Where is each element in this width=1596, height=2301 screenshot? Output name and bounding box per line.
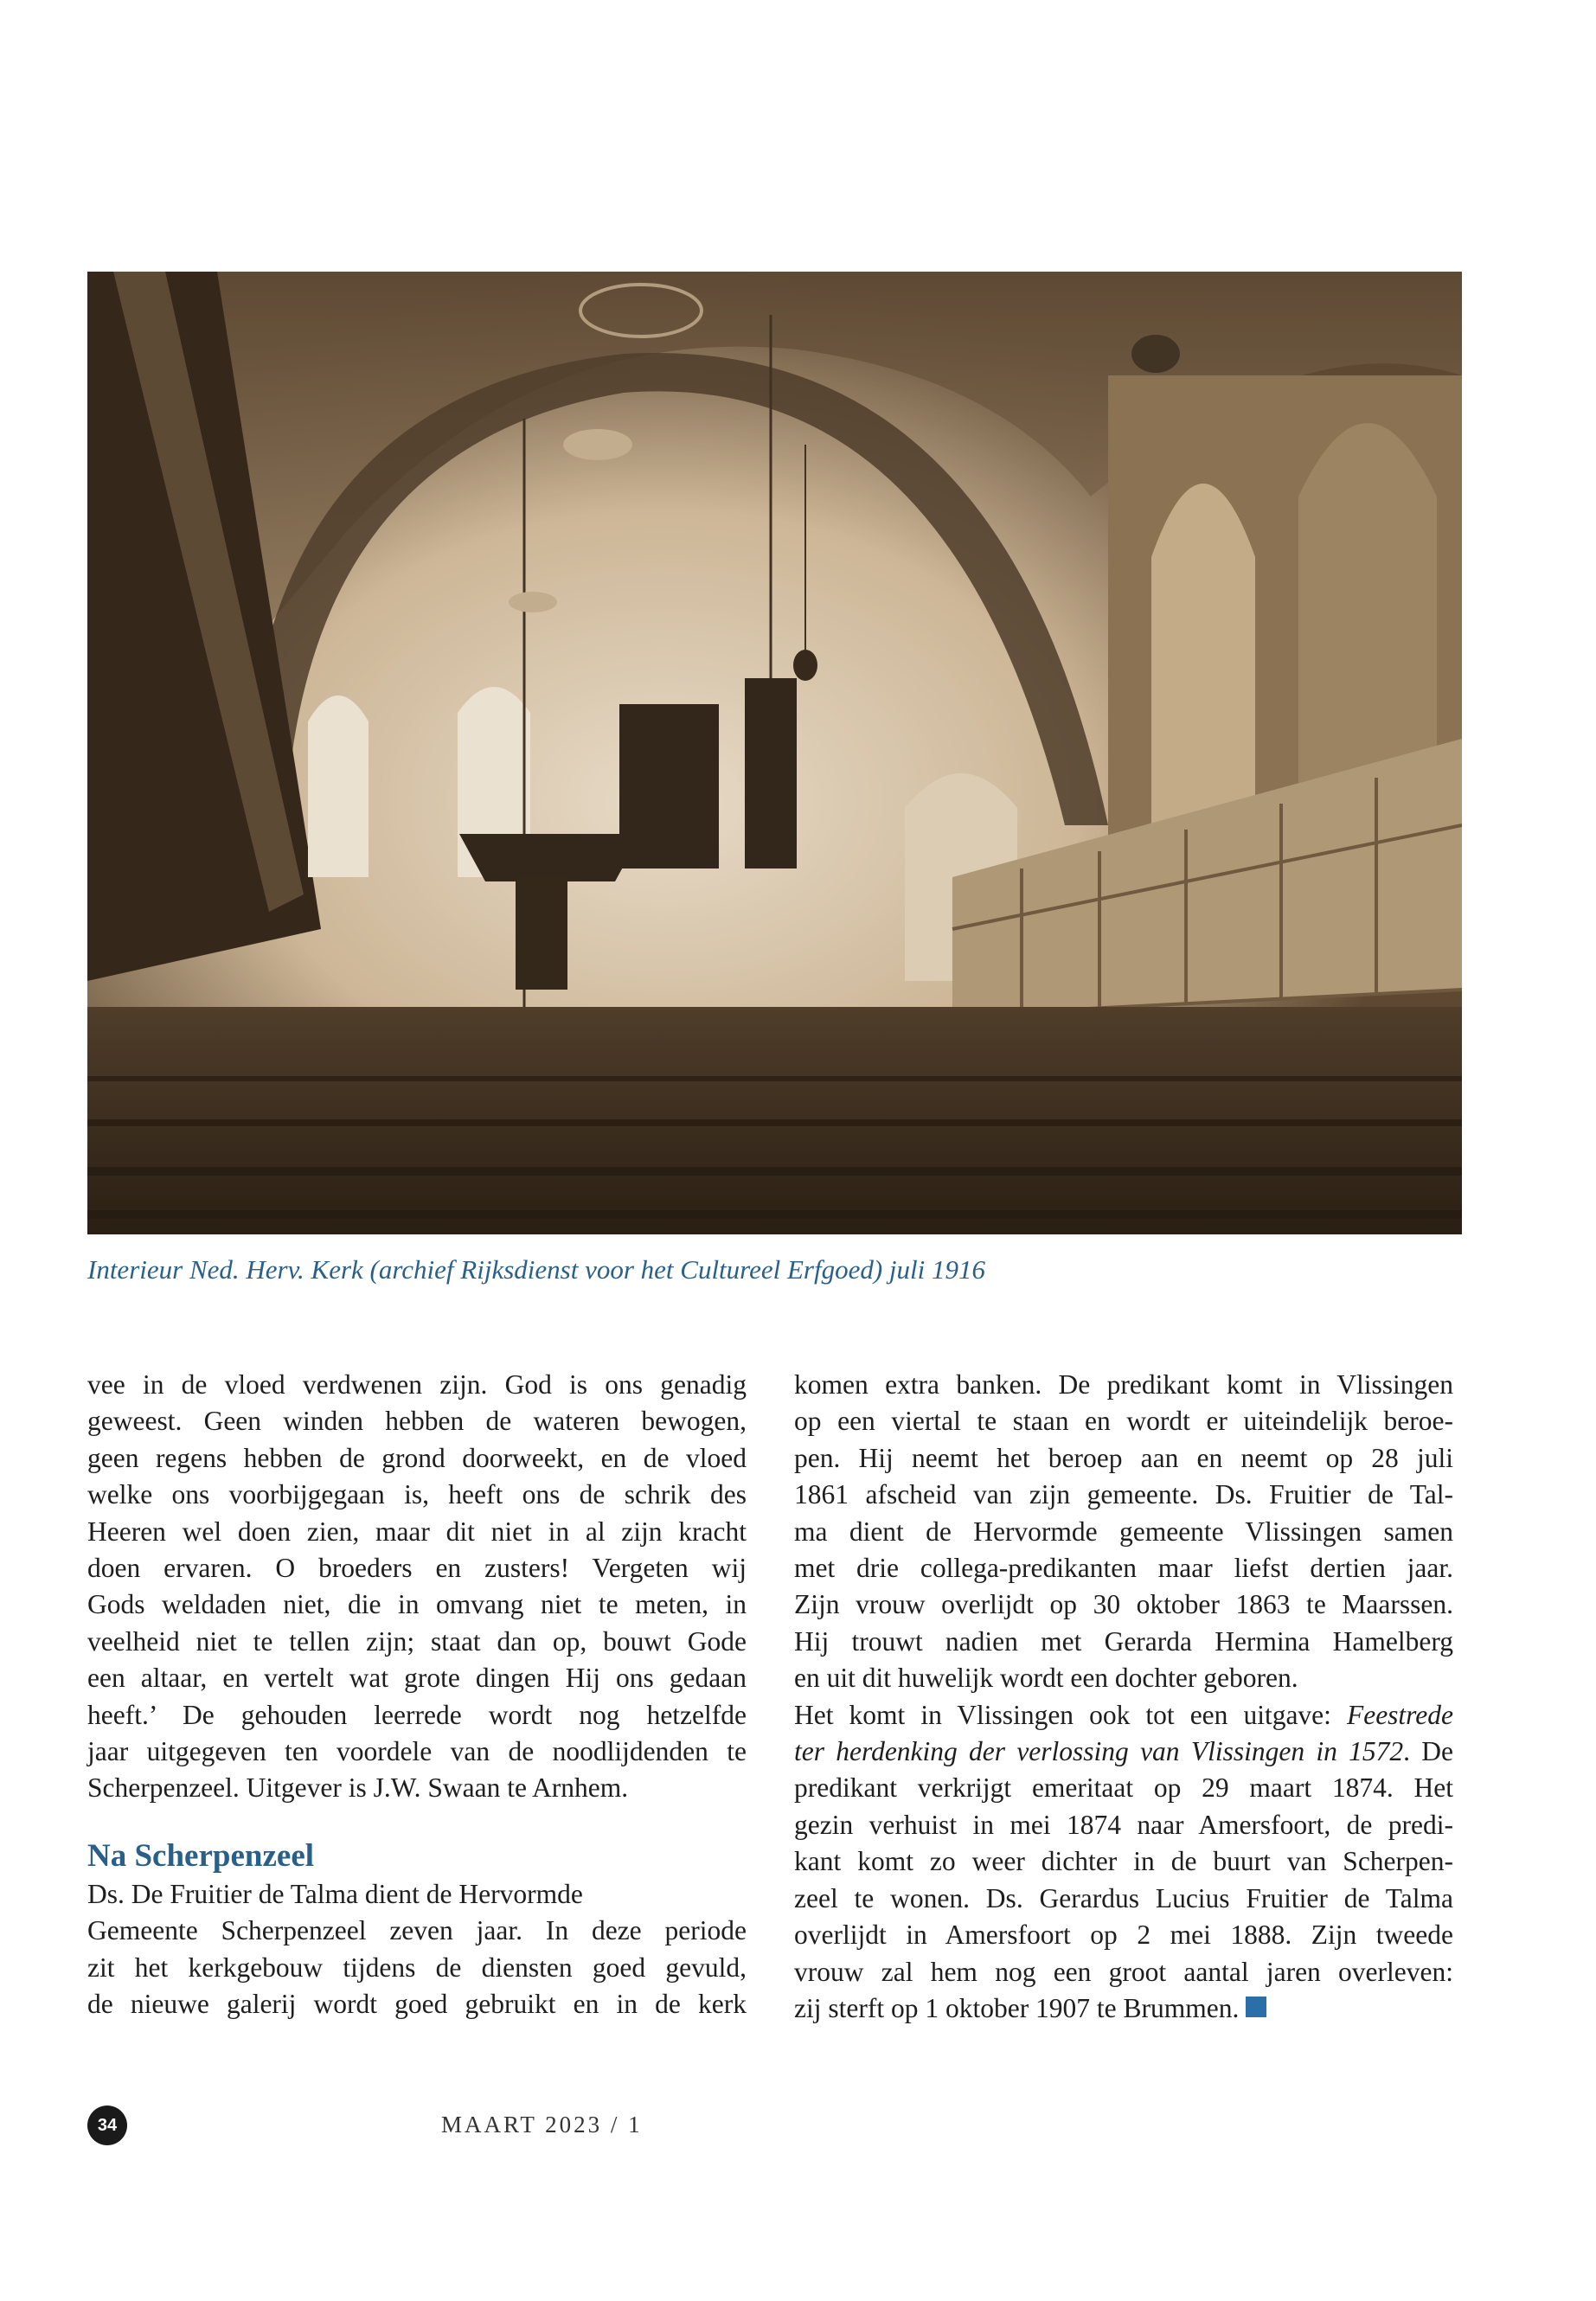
text-line: ma dient de Hervormde gemeente Vlissingen samen bbox=[794, 1516, 1453, 1547]
publication-title: ter herdenking der verlossing van Vlissingen in 1572 bbox=[794, 1736, 1404, 1767]
text-line: kant komt zo weer dichter in de buurt van Scherpen- bbox=[794, 1846, 1453, 1877]
text-line: Ds. De Fruitier de Talma dient de Hervormde bbox=[87, 1878, 583, 1909]
text-line: op een viertal te staan en wordt er uiteindelijk beroe- bbox=[794, 1406, 1453, 1437]
text-line: Scherpenzeel. Uitgever is J.W. Swaan te Arnhem. bbox=[87, 1772, 629, 1804]
body-paragraph bbox=[87, 1876, 747, 2023]
text-line: zeel te wonen. Ds. Gerardus Lucius Fruitier de Talma bbox=[794, 1882, 1453, 1913]
page-number: 34 bbox=[87, 2106, 127, 2145]
end-of-article-square-icon bbox=[1246, 1997, 1266, 2017]
text-line: en uit dit huwelijk wordt een dochter geboren. bbox=[794, 1663, 1298, 1694]
text-line: vee in de vloed verdwenen zijn. God is ons genadig bbox=[87, 1369, 747, 1400]
text-line: komen extra banken. De predikant komt in Vlissingen bbox=[794, 1369, 1453, 1400]
text-line: jaar uitgegeven ten voordele van de noodlijdenden te bbox=[87, 1736, 747, 1767]
text-line: met drie collega-predikanten maar liefst dertien jaar. bbox=[794, 1553, 1453, 1584]
text-line: welke ons voorbijgegaan is, heeft ons de schrik des bbox=[87, 1479, 747, 1510]
text-line bbox=[794, 1697, 1453, 1734]
text-line: pen. Hij neemt het beroep aan en neemt op 28 juli bbox=[794, 1442, 1453, 1473]
text-line: geen regens hebben de grond doorweekt, en de vloed bbox=[87, 1442, 747, 1473]
text-line: Gemeente Scherpenzeel zeven jaar. In deze periode bbox=[87, 1915, 747, 1946]
text-line: Heeren wel doen zien, maar dit niet in al zijn kracht bbox=[87, 1516, 747, 1547]
right-column bbox=[794, 1367, 1453, 2027]
text-line bbox=[794, 1734, 1453, 1770]
text-line: vrouw zal hem nog een groot aantal jaren overleven: bbox=[794, 1956, 1453, 1987]
publication-title: Feestrede bbox=[1346, 1699, 1453, 1730]
section-heading: Na Scherpenzeel bbox=[87, 1837, 315, 1874]
body-paragraph bbox=[794, 1367, 1453, 2027]
text-line: geweest. Geen winden hebben de wateren bewogen, bbox=[87, 1406, 747, 1437]
church-interior-photo bbox=[87, 272, 1462, 1234]
text-line: zit het kerkgebouw tijdens de diensten goed gevuld, bbox=[87, 1952, 747, 1983]
text-line bbox=[794, 1990, 1453, 2027]
text-line: gezin verhuist in mei 1874 naar Amersfoort, de predi- bbox=[794, 1809, 1453, 1840]
issue-label: MAART 2023 / 1 bbox=[441, 2112, 643, 2138]
text-line: 1861 afscheid van zijn gemeente. Ds. Fruitier de Tal- bbox=[794, 1479, 1453, 1510]
church-interior-illustration bbox=[87, 272, 1462, 1234]
text-line: veelheid niet te tellen zijn; staat dan op, bouwt Gode bbox=[87, 1625, 747, 1657]
text-line: Gods weldaden niet, die in omvang niet te meten, in bbox=[87, 1589, 747, 1620]
text-line: Hij trouwt nadien met Gerarda Hermina Hamelberg bbox=[794, 1625, 1453, 1657]
text-run: . De bbox=[1403, 1736, 1453, 1767]
text-line: doen ervaren. O broeders en zusters! Vergeten wij bbox=[87, 1553, 747, 1584]
photo-caption: Interieur Ned. Herv. Kerk (archief Rijksdienst voor het Cultureel Erfgoed) juli 1916 bbox=[87, 1254, 986, 1285]
text-line: overlijdt in Amersfoort op 2 mei 1888. Zijn tweede bbox=[794, 1920, 1453, 1951]
text-run: Het komt in Vlissingen ook tot een uitgave: bbox=[794, 1699, 1347, 1730]
text-line: heeft.’ De gehouden leerrede wordt nog hetzelfde bbox=[87, 1699, 747, 1730]
text-line: predikant verkrijgt emeritaat op 29 maart 1874. Het bbox=[794, 1772, 1453, 1804]
text-run: zij sterft op 1 oktober 1907 te Brummen. bbox=[794, 1992, 1240, 2023]
text-line: de nieuwe galerij wordt goed gebruikt en in de kerk bbox=[87, 1989, 747, 2020]
text-line: een altaar, en vertelt wat grote dingen Hij ons gedaan bbox=[87, 1663, 747, 1694]
body-paragraph bbox=[87, 1367, 747, 1807]
left-column bbox=[87, 1367, 747, 2023]
text-line: Zijn vrouw overlijdt op 30 oktober 1863 te Maarssen. bbox=[794, 1589, 1453, 1620]
